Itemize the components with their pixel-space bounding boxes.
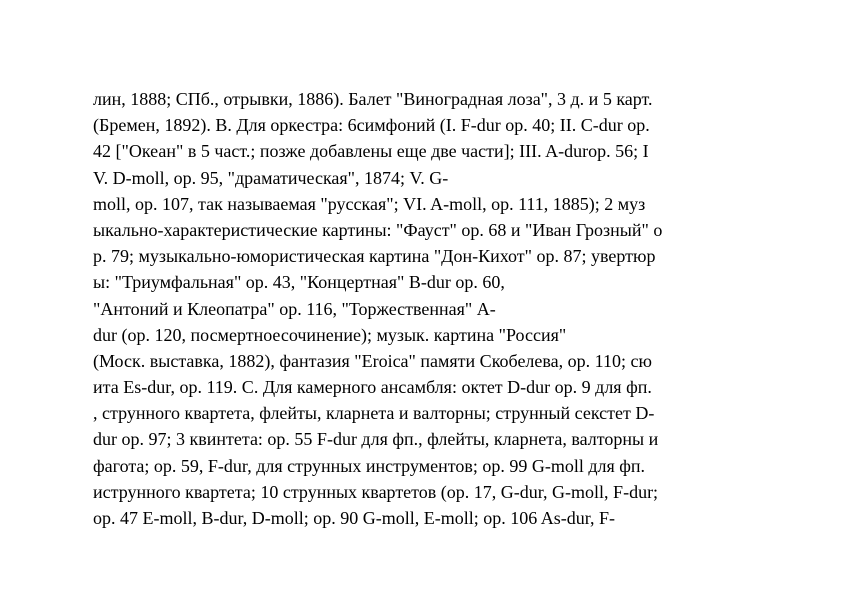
- text-line: 42 ["Океан" в 5 част.; позже добавлены еще две части]; III. A-durop. 56; I: [93, 141, 649, 162]
- document-text: [93, 86, 793, 531]
- text-line: V. D-moll, op. 95, "драматическая", 1874; V. G-: [93, 167, 449, 188]
- text-line: ыкально-характеристические картины: "Фауст" op. 68 и "Иван Грозный" о: [93, 219, 663, 240]
- text-line: moll, op. 107, так называемая "русская"; VI. A-moll, op. 111, 1885); 2 муз: [93, 193, 646, 214]
- text-line: p. 79; музыкально-юмористическая картина "Дон-Кихот" op. 87; увертюр: [93, 246, 656, 267]
- text-line: dur op. 97; 3 квинтета: op. 55 F-dur для фп., флейты, кларнета, валторны и: [93, 429, 659, 450]
- text-line: иструнного квартета; 10 струнных квартетов (op. 17, G-dur, G-moll, F-dur;: [93, 481, 659, 502]
- text-line: op. 47 E-moll, B-dur, D-moll; op. 90 G-moll, E-moll; op. 106 As-dur, F-: [93, 508, 616, 528]
- text-line: фагота; op. 59, F-dur, для струнных инструментов; op. 99 G-moll для фп.: [93, 455, 646, 476]
- text-line: (Моск. выставка, 1882), фантазия "Eroica" памяти Скобелева, op. 110; сю: [93, 350, 652, 371]
- text-line: (Бремен, 1892). В. Для оркестра: 6симфоний (I. F-dur op. 40; II. C-dur op.: [93, 115, 650, 136]
- text-line: ы: "Триумфальная" op. 43, "Концертная" B-dur op. 60,: [93, 272, 505, 293]
- text-line: dur (op. 120, посмертноесочинение); музык. картина "Россия": [93, 324, 567, 345]
- text-line: , струнного квартета, флейты, кларнета и валторны; струнный секстет D-: [93, 403, 655, 424]
- text-line: ита Es-dur, op. 119. C. Для камерного ансамбля: октет D-dur op. 9 для фп.: [93, 377, 652, 398]
- text-line: "Антоний и Клеопатра" op. 116, "Торжественная" A-: [93, 298, 496, 319]
- text-line: лин, 1888; СПб., отрывки, 1886). Балет "Виноградная лоза", 3 д. и 5 карт.: [93, 89, 653, 109]
